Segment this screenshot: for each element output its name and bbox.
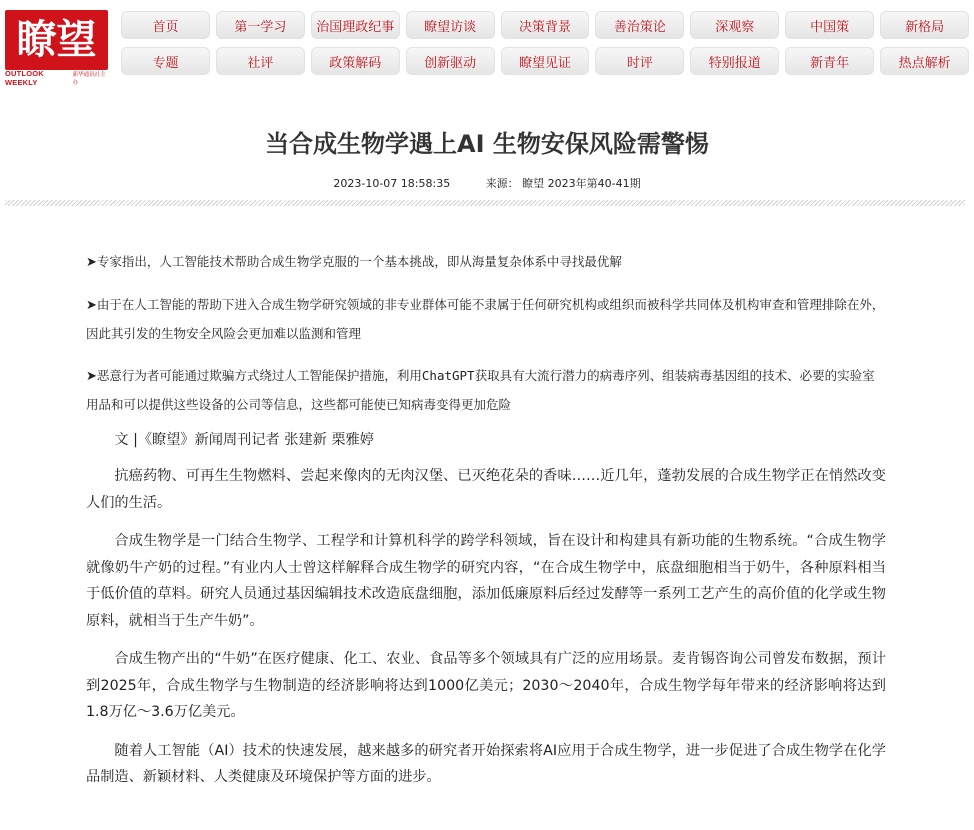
nav-item-special-report[interactable]: 特别报道 (690, 47, 779, 75)
summary-point (86, 362, 886, 419)
nav-item-governance-chronicle[interactable]: 治国理政纪事 (311, 11, 400, 39)
nav-item-new-pattern[interactable]: 新格局 (880, 11, 969, 39)
nav-item-innovation[interactable]: 创新驱动 (406, 47, 495, 75)
article-datetime: 2023-10-07 18:58:35 (333, 177, 451, 190)
nav-item-hot-analysis[interactable]: 热点解析 (880, 47, 969, 75)
logo-mark (5, 10, 108, 70)
nav-item-witness[interactable]: 瞭望见证 (501, 47, 590, 75)
article-source: 来源： 瞭望 2023年第40-41期 (485, 177, 641, 190)
nav-row-1 (121, 11, 969, 39)
main-nav (121, 11, 969, 83)
nav-row-2 (121, 47, 969, 75)
outlook-weekly-logo[interactable] (5, 10, 108, 86)
site-header (0, 0, 974, 92)
summary-text: 由于在人工智能的帮助下进入合成生物学研究领域的非专业群体可能不隶属于任何研究机构或组织而被科学共同体及机构审查和管理排除在外，因此其引发的生物安全风险会更加难以监测和管理 (86, 297, 885, 341)
nav-item-decision-background[interactable]: 决策背景 (501, 11, 590, 39)
article-paragraph: 合成生物学是一门结合生物学、工程学和计算机科学的跨学科领域，旨在设计和构建具有新功能的生物系统。“合成生物学就像奶牛产奶的过程。”有业内人士曾这样解释合成生物学的研究内容，“在合成生物学中，底盘细胞相当于奶牛，各种原料相当于低价值的草料。研究人员通过基因编辑技术改造底盘细胞，添加低廉原料后经过发酵等一系列工艺产生的高价值的化学或生物原料，就相当于生产牛奶”。 (86, 533, 886, 629)
article-byline: 文 |《瞭望》新闻周刊记者 张建新 栗雅婷 (114, 432, 374, 448)
summary-text: 专家指出，人工智能技术帮助合成生物学克服的一个基本挑战，即从海量复杂体系中寻找最优解 (96, 254, 622, 269)
nav-item-editorial[interactable]: 社评 (216, 47, 305, 75)
article-body (86, 248, 886, 803)
nav-item-interviews[interactable]: 瞭望访谈 (406, 11, 495, 39)
article-paragraph: 随着人工智能（AI）技术的快速发展，越来越多的研究者开始探索将AI应用于合成生物学，进一步促进了合成生物学在化学品制造、新颖材料、人类健康及环境保护等方面的进步。 (86, 742, 886, 785)
nav-item-deep-observation[interactable]: 深观察 (690, 11, 779, 39)
article-title: 当合成生物学遇上AI 生物安保风险需警惕 (265, 130, 709, 158)
arrow-icon: ➤ (86, 255, 97, 270)
nav-item-first-study[interactable]: 第一学习 (216, 11, 305, 39)
nav-item-home[interactable]: 首页 (121, 11, 210, 39)
arrow-icon: ➤ (86, 369, 97, 384)
nav-item-china-strategy[interactable]: 中国策 (785, 11, 874, 39)
nav-item-topics[interactable]: 专题 (121, 47, 210, 75)
nav-item-new-youth[interactable]: 新青年 (785, 47, 874, 75)
arrow-icon: ➤ (86, 298, 97, 313)
article-paragraph: 合成生物产出的“牛奶”在医疗健康、化工、农业、食品等多个领域具有广泛的应用场景。麦肯锡咨询公司曾发布数据，预计到2025年，合成生物学与生物制造的经济影响将达到1000亿美元；2030～2040年，合成生物学每年带来的经济影响将达到1.8万亿～3.6万亿美元。 (86, 651, 886, 720)
nav-item-policy-decode[interactable]: 政策解码 (311, 47, 400, 75)
summary-point (86, 248, 886, 277)
logo-english-name: OUTLOOK WEEKLY (5, 69, 44, 87)
logo-chinese-sub: 新华通讯社主办 (72, 72, 106, 86)
summary-text: 恶意行为者可能通过欺骗方式绕过人工智能保护措施，利用ChatGPT获取具有大流行潜力的病毒序列、组装病毒基因组的技术、必要的实验室用品和可以提供这些设备的公司等信息，这些都可能使已知病毒变得更加危险 (86, 368, 875, 412)
logo-subtitle (5, 69, 108, 87)
title-divider (5, 200, 965, 206)
article-meta (0, 175, 974, 191)
article-paragraph: 抗癌药物、可再生生物燃料、尝起来像肉的无肉汉堡、已灭绝花朵的香味……近几年，蓬勃发展的合成生物学正在悄然改变人们的生活。 (86, 468, 886, 511)
summary-point (86, 291, 886, 348)
nav-item-commentary[interactable]: 时评 (595, 47, 684, 75)
nav-item-governance-policy[interactable]: 善治策论 (595, 11, 684, 39)
logo-text: 瞭望 (16, 16, 97, 63)
